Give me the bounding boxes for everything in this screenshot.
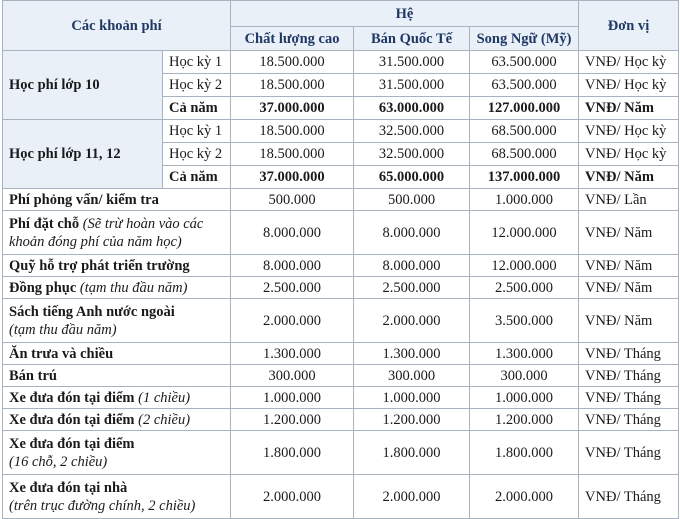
value-hq: 1.300.000 <box>231 343 354 365</box>
value-sn: 2.500.000 <box>470 277 579 299</box>
unit-label: VNĐ/ Tháng <box>579 387 679 409</box>
unit-label: VNĐ/ Tháng <box>579 475 679 519</box>
value-sn: 300.000 <box>470 365 579 387</box>
value-hq: 2.500.000 <box>231 277 354 299</box>
value-sn: 68.500.000 <box>470 143 579 166</box>
fee-label: Quỹ hỗ trợ phát triển trường <box>9 257 190 274</box>
fee-label-cell <box>3 343 231 365</box>
value-bqt: 2.000.000 <box>354 475 470 519</box>
value-sn: 63.500.000 <box>470 51 579 74</box>
value-sn: 1.000.000 <box>470 387 579 409</box>
fee-label-cell <box>3 255 231 277</box>
header-system-bqt: Bán Quốc Tế <box>354 27 470 51</box>
value-hq: 1.200.000 <box>231 409 354 431</box>
fee-label: Bán trú <box>9 367 57 384</box>
value-hq: 1.000.000 <box>231 387 354 409</box>
value-sn: 63.500.000 <box>470 74 579 97</box>
value-sn: 127.000.000 <box>470 97 579 120</box>
value-hq: 18.500.000 <box>231 51 354 74</box>
fee-label-cell <box>3 409 231 431</box>
term-label: Cả năm <box>163 97 231 120</box>
unit-label: VNĐ/ Học kỳ <box>579 74 679 97</box>
fee-label: Đồng phục <box>9 279 77 296</box>
value-bqt: 32.500.000 <box>354 143 470 166</box>
fee-row <box>3 277 679 299</box>
unit-label: VNĐ/ Tháng <box>579 343 679 365</box>
term-label: Học kỳ 1 <box>163 51 231 74</box>
tuition-row <box>3 120 679 143</box>
fee-row <box>3 299 679 343</box>
term-label: Cả năm <box>163 166 231 189</box>
fee-note: (tạm thu đầu năm) <box>79 279 188 296</box>
fee-row <box>3 431 679 475</box>
value-sn: 1.300.000 <box>470 343 579 365</box>
header-system: Hệ <box>231 1 579 27</box>
value-sn: 3.500.000 <box>470 299 579 343</box>
fee-row <box>3 211 679 255</box>
fee-label-cell <box>3 431 231 475</box>
fee-label-cell <box>3 299 231 343</box>
value-sn: 1.000.000 <box>470 189 579 211</box>
fee-table <box>2 0 679 519</box>
value-bqt: 8.000.000 <box>354 211 470 255</box>
unit-label: VNĐ/ Năm <box>579 97 679 120</box>
value-hq: 1.800.000 <box>231 431 354 475</box>
fee-label: Phí đặt chỗ <box>9 215 80 232</box>
value-bqt: 1.800.000 <box>354 431 470 475</box>
value-sn: 1.800.000 <box>470 431 579 475</box>
fee-label: Xe đưa đón tại điểm <box>9 435 135 452</box>
value-bqt: 2.500.000 <box>354 277 470 299</box>
tuition-group-label: Học phí lớp 11, 12 <box>3 120 163 189</box>
unit-label: VNĐ/ Tháng <box>579 409 679 431</box>
fee-row <box>3 409 679 431</box>
fee-label-cell <box>3 189 231 211</box>
value-hq: 2.000.000 <box>231 299 354 343</box>
value-sn: 68.500.000 <box>470 120 579 143</box>
value-sn: 12.000.000 <box>470 255 579 277</box>
fee-note: (1 chiều) <box>138 389 191 406</box>
value-hq: 18.500.000 <box>231 74 354 97</box>
value-hq: 2.000.000 <box>231 475 354 519</box>
header-unit: Đơn vị <box>579 1 679 51</box>
value-bqt: 500.000 <box>354 189 470 211</box>
value-sn: 1.200.000 <box>470 409 579 431</box>
unit-label: VNĐ/ Lần <box>579 189 679 211</box>
fee-label-cell <box>3 475 231 519</box>
tuition-row <box>3 51 679 74</box>
fee-row <box>3 189 679 211</box>
value-hq: 37.000.000 <box>231 166 354 189</box>
fee-label-cell <box>3 365 231 387</box>
value-bqt: 63.000.000 <box>354 97 470 120</box>
term-label: Học kỳ 2 <box>163 74 231 97</box>
value-hq: 37.000.000 <box>231 97 354 120</box>
fee-row <box>3 255 679 277</box>
term-label: Học kỳ 1 <box>163 120 231 143</box>
value-hq: 500.000 <box>231 189 354 211</box>
fee-note: (trên trục đường chính, 2 chiều) <box>9 497 196 514</box>
fee-label-cell <box>3 211 231 255</box>
fee-row <box>3 365 679 387</box>
value-hq: 18.500.000 <box>231 143 354 166</box>
fee-label: Xe đưa đón tại nhà <box>9 479 128 496</box>
value-hq: 18.500.000 <box>231 120 354 143</box>
fee-note: (Sẽ trừ hoàn vào các khoản đóng phí của năm học) <box>9 215 204 250</box>
value-hq: 8.000.000 <box>231 211 354 255</box>
fee-label-cell <box>3 277 231 299</box>
unit-label: VNĐ/ Tháng <box>579 365 679 387</box>
value-bqt: 2.000.000 <box>354 299 470 343</box>
fee-label: Xe đưa đón tại điểm <box>9 389 135 406</box>
value-bqt: 31.500.000 <box>354 74 470 97</box>
fee-label-cell <box>3 387 231 409</box>
header-system-sn: Song Ngữ (Mỹ) <box>470 27 579 51</box>
value-bqt: 300.000 <box>354 365 470 387</box>
unit-label: VNĐ/ Năm <box>579 255 679 277</box>
fee-note: (tạm thu đầu năm) <box>9 321 117 338</box>
value-bqt: 1.200.000 <box>354 409 470 431</box>
value-bqt: 8.000.000 <box>354 255 470 277</box>
unit-label: VNĐ/ Tháng <box>579 431 679 475</box>
unit-label: VNĐ/ Học kỳ <box>579 120 679 143</box>
value-hq: 8.000.000 <box>231 255 354 277</box>
term-label: Học kỳ 2 <box>163 143 231 166</box>
value-hq: 300.000 <box>231 365 354 387</box>
fee-row <box>3 387 679 409</box>
header-system-hq: Chất lượng cao <box>231 27 354 51</box>
fee-label: Ăn trưa và chiều <box>9 345 114 362</box>
fee-label: Xe đưa đón tại điểm <box>9 411 135 428</box>
fee-note: (2 chiều) <box>138 411 191 428</box>
unit-label: VNĐ/ Năm <box>579 211 679 255</box>
unit-label: VNĐ/ Học kỳ <box>579 143 679 166</box>
fee-row <box>3 343 679 365</box>
value-bqt: 65.000.000 <box>354 166 470 189</box>
unit-label: VNĐ/ Năm <box>579 166 679 189</box>
fee-label: Sách tiếng Anh nước ngoài <box>9 303 175 320</box>
tuition-group-label: Học phí lớp 10 <box>3 51 163 120</box>
fee-note: (16 chỗ, 2 chiều) <box>9 453 108 470</box>
fee-table-body <box>3 51 679 519</box>
value-bqt: 31.500.000 <box>354 51 470 74</box>
value-sn: 137.000.000 <box>470 166 579 189</box>
unit-label: VNĐ/ Học kỳ <box>579 51 679 74</box>
value-sn: 2.000.000 <box>470 475 579 519</box>
value-bqt: 1.000.000 <box>354 387 470 409</box>
value-bqt: 32.500.000 <box>354 120 470 143</box>
fee-label: Phí phỏng vấn/ kiểm tra <box>9 191 159 208</box>
header-fees: Các khoản phí <box>3 1 231 51</box>
unit-label: VNĐ/ Năm <box>579 277 679 299</box>
unit-label: VNĐ/ Năm <box>579 299 679 343</box>
value-sn: 12.000.000 <box>470 211 579 255</box>
fee-row <box>3 475 679 519</box>
value-bqt: 1.300.000 <box>354 343 470 365</box>
